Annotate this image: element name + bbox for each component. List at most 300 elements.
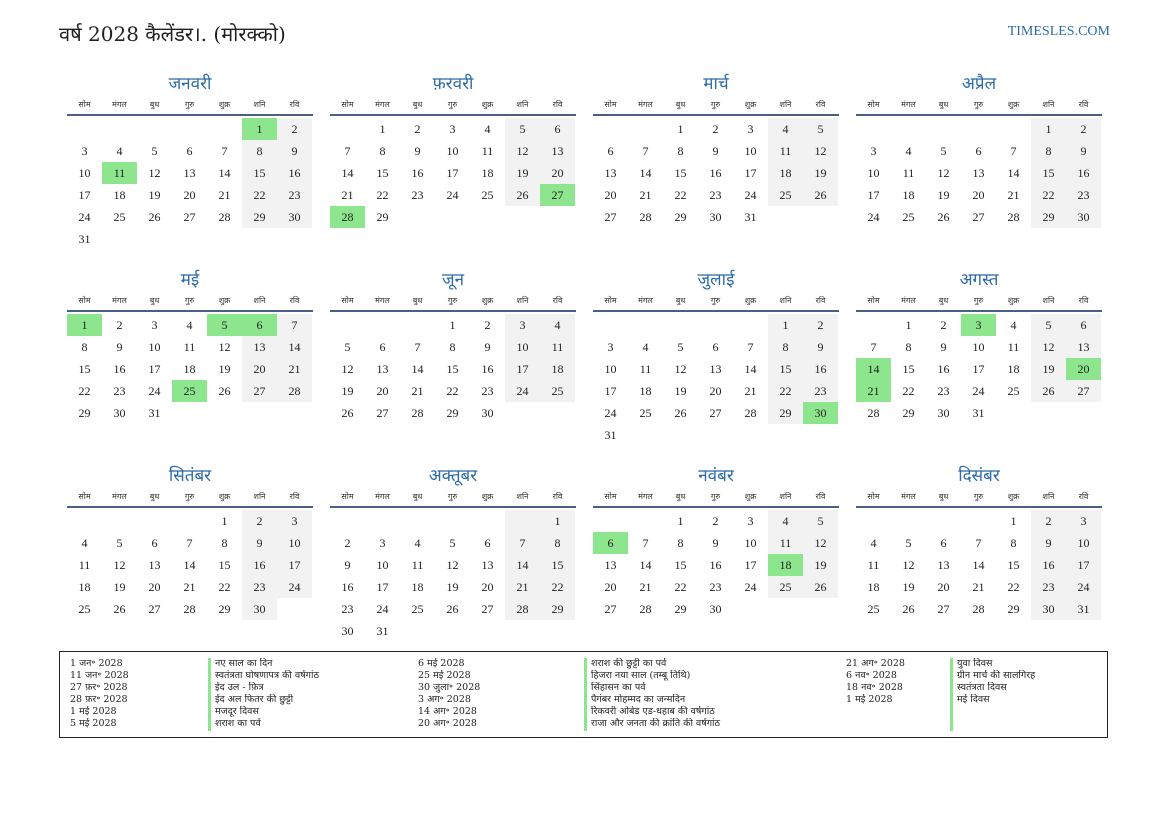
weekday-label: रवि — [289, 100, 300, 109]
empty-day — [856, 118, 891, 140]
day-cell: 27 — [604, 602, 617, 616]
holiday-entry: स्वतंत्रता दिवस — [957, 682, 1007, 693]
weekday-label: रवि — [1078, 296, 1089, 305]
day-cell: 29 — [674, 602, 687, 616]
day-cell: 9 — [344, 558, 351, 572]
day-cell: 2 — [344, 536, 351, 550]
weekday-label: शनि — [253, 296, 266, 305]
day-cell: 30 — [113, 406, 126, 420]
day-cell: 7 — [505, 532, 540, 554]
empty-day — [926, 510, 961, 532]
weekday-label: शुक्र — [744, 100, 757, 109]
calendar-grid — [67, 72, 1103, 644]
month-title: जून — [441, 270, 465, 290]
day-cell: 10 — [446, 144, 459, 158]
day-cell: 3 — [81, 144, 88, 158]
empty-day — [172, 510, 207, 532]
empty-day — [926, 118, 961, 140]
day-grid — [856, 510, 1102, 620]
day-cell: 10 — [744, 536, 757, 550]
day-cell: 2 — [116, 318, 123, 332]
empty-day — [593, 510, 628, 532]
day-cell: 17 — [376, 580, 389, 594]
day-cell: 11 — [481, 144, 494, 158]
day-cell: 25 — [113, 210, 126, 224]
day-cell: 7 — [221, 144, 228, 158]
day-cell: 17 — [867, 188, 880, 202]
empty-day — [628, 118, 663, 140]
day-cell: 22 — [218, 580, 231, 594]
empty-day — [330, 314, 365, 336]
day-cell: 1 — [677, 122, 684, 136]
month-title: मई — [180, 270, 200, 290]
day-cell: 24 — [277, 576, 312, 598]
day-cell: 5 — [677, 340, 684, 354]
day-cell: 21 — [639, 188, 652, 202]
day-cell: 4 — [768, 510, 803, 532]
empty-day — [207, 118, 242, 140]
empty-day — [137, 118, 172, 140]
holiday-entry: 6 नव॰ 2028 — [846, 670, 897, 681]
weekday-label: मंगल — [638, 100, 653, 109]
day-cell: 24 — [446, 188, 459, 202]
weekday-label: शुक्र — [1007, 100, 1020, 109]
day-cell: 8 — [540, 532, 575, 554]
day-cell: 2 — [414, 122, 421, 136]
day-cell: 5 — [803, 118, 838, 140]
day-cell: 23 — [1031, 576, 1066, 598]
empty-day — [891, 510, 926, 532]
day-cell: 17 — [744, 558, 757, 572]
day-cell: 14 — [856, 358, 891, 380]
day-cell: 3 — [607, 340, 614, 354]
day-cell: 3 — [151, 318, 158, 332]
weekday-label: सोम — [867, 296, 880, 305]
weekday-label: गुरु — [973, 492, 984, 501]
empty-day — [628, 510, 663, 532]
holiday-entry: 6 मई 2028 — [418, 658, 465, 669]
day-cell: 19 — [937, 188, 950, 202]
day-cell: 18 — [78, 580, 91, 594]
day-cell: 26 — [505, 184, 540, 206]
weekday-label: बुध — [675, 100, 686, 109]
day-cell: 1 — [540, 510, 575, 532]
day-cell: 16 — [1031, 554, 1066, 576]
holiday-entry: मजदूर दिवस — [215, 706, 259, 717]
empty-day — [961, 510, 996, 532]
day-cell: 6 — [151, 536, 158, 550]
day-cell: 22 — [376, 188, 389, 202]
empty-day — [330, 118, 365, 140]
day-cell: 13 — [481, 558, 494, 572]
day-cell: 13 — [709, 362, 722, 376]
day-grid — [856, 314, 1102, 424]
day-cell: 26 — [902, 602, 915, 616]
weekday-label: मंगल — [112, 296, 127, 305]
day-cell: 26 — [446, 602, 459, 616]
day-cell: 16 — [803, 358, 838, 380]
day-cell: 2 — [277, 118, 312, 140]
day-cell: 17 — [446, 166, 459, 180]
weekday-label: शुक्र — [481, 100, 494, 109]
day-cell: 17 — [604, 384, 617, 398]
month-9 — [67, 464, 313, 644]
day-cell: 9 — [1066, 140, 1101, 162]
weekday-header — [67, 96, 313, 116]
month-10 — [330, 464, 576, 644]
holiday-entry: ईद अल फितर की छुट्टी — [215, 694, 294, 705]
day-cell: 20 — [604, 188, 617, 202]
day-cell: 21 — [411, 384, 424, 398]
day-cell: 5 — [505, 118, 540, 140]
day-cell: 5 — [449, 536, 456, 550]
day-cell: 17 — [744, 166, 757, 180]
weekday-label: शनि — [1042, 296, 1055, 305]
weekday-label: शुक्र — [481, 296, 494, 305]
day-cell: 14 — [744, 362, 757, 376]
weekday-label: गुरु — [184, 492, 195, 501]
day-grid — [593, 118, 839, 228]
month-12 — [856, 464, 1102, 644]
empty-day — [102, 510, 137, 532]
holiday-entry: 25 मई 2028 — [418, 670, 471, 681]
day-cell: 29 — [1007, 602, 1020, 616]
weekday-label: रवि — [1078, 100, 1089, 109]
day-cell: 30 — [242, 598, 277, 620]
weekday-label: शनि — [779, 296, 792, 305]
day-cell: 25 — [481, 188, 494, 202]
day-cell: 29 — [78, 406, 91, 420]
day-cell: 8 — [221, 536, 228, 550]
day-cell: 4 — [870, 536, 877, 550]
day-cell: 2 — [712, 514, 719, 528]
day-cell: 2 — [803, 314, 838, 336]
day-grid — [330, 118, 576, 228]
day-cell: 13 — [540, 140, 575, 162]
empty-day — [856, 510, 891, 532]
day-cell: 25 — [1007, 384, 1020, 398]
day-cell: 13 — [604, 166, 617, 180]
day-cell: 23 — [411, 188, 424, 202]
day-cell: 18 — [768, 162, 803, 184]
day-cell: 4 — [642, 340, 649, 354]
weekday-label: रवि — [815, 100, 826, 109]
weekday-label: शनि — [253, 100, 266, 109]
holiday-entry: 20 अग॰ 2028 — [418, 718, 477, 729]
day-cell: 25 — [768, 576, 803, 598]
weekday-label: बुध — [938, 492, 949, 501]
weekday-label: शनि — [779, 100, 792, 109]
day-cell: 13 — [972, 166, 985, 180]
empty-day — [365, 314, 400, 336]
day-cell: 25 — [78, 602, 91, 616]
day-cell: 16 — [937, 362, 950, 376]
day-cell: 29 — [540, 598, 575, 620]
day-cell: 9 — [712, 144, 719, 158]
day-cell: 18 — [183, 362, 196, 376]
day-cell: 18 — [1007, 362, 1020, 376]
day-cell: 14 — [411, 362, 424, 376]
day-cell: 3 — [747, 122, 754, 136]
day-cell: 15 — [768, 358, 803, 380]
month-title: जनवरी — [168, 74, 212, 94]
day-cell: 15 — [674, 558, 687, 572]
day-cell: 7 — [642, 536, 649, 550]
day-cell: 11 — [540, 336, 575, 358]
empty-day — [663, 314, 698, 336]
weekday-label: रवि — [1078, 492, 1089, 501]
day-cell: 8 — [379, 144, 386, 158]
day-cell: 12 — [937, 166, 950, 180]
holiday-entry: 1 मई 2028 — [70, 706, 117, 717]
day-cell: 9 — [242, 532, 277, 554]
day-cell: 6 — [940, 536, 947, 550]
weekday-label: शुक्र — [744, 492, 757, 501]
holiday-entry: 30 जुला॰ 2028 — [418, 682, 481, 693]
holiday-entry: नए साल का दिन — [215, 658, 273, 669]
holiday-entry: 14 अग॰ 2028 — [418, 706, 477, 717]
day-cell: 5 — [940, 144, 947, 158]
day-cell: 14 — [218, 166, 231, 180]
day-cell: 26 — [218, 384, 231, 398]
day-cell: 10 — [1066, 532, 1101, 554]
day-cell: 27 — [376, 406, 389, 420]
month-1 — [67, 72, 313, 268]
site-link[interactable]: TIMESLES.COM — [1007, 24, 1110, 39]
day-cell: 1 — [221, 514, 228, 528]
day-cell: 15 — [78, 362, 91, 376]
day-cell: 24 — [604, 406, 617, 420]
day-cell: 15 — [902, 362, 915, 376]
day-cell: 11 — [768, 532, 803, 554]
day-cell: 21 — [856, 380, 891, 402]
holiday-entry: 5 मई 2028 — [70, 718, 117, 729]
weekday-label: सोम — [341, 492, 354, 501]
weekday-label: बुध — [149, 296, 160, 305]
holiday-entry: 21 अग॰ 2028 — [846, 658, 905, 669]
day-cell: 7 — [344, 144, 351, 158]
month-title: मार्च — [703, 74, 729, 94]
day-cell: 28 — [277, 380, 312, 402]
day-cell: 7 — [975, 536, 982, 550]
day-cell: 3 — [870, 144, 877, 158]
day-cell: 20 — [1066, 358, 1101, 380]
day-cell: 24 — [376, 602, 389, 616]
day-grid — [67, 118, 313, 250]
day-cell: 7 — [186, 536, 193, 550]
day-cell: 1 — [905, 318, 912, 332]
day-cell: 13 — [604, 558, 617, 572]
day-cell: 24 — [78, 210, 91, 224]
weekday-header — [856, 96, 1102, 116]
empty-day — [891, 118, 926, 140]
day-cell: 17 — [1066, 554, 1101, 576]
day-cell: 12 — [902, 558, 915, 572]
day-cell: 14 — [639, 558, 652, 572]
weekday-label: मंगल — [112, 100, 127, 109]
weekday-header — [593, 292, 839, 312]
weekday-label: मंगल — [638, 492, 653, 501]
day-cell: 2 — [712, 122, 719, 136]
day-cell: 9 — [484, 340, 491, 354]
day-cell: 28 — [744, 406, 757, 420]
day-cell: 23 — [481, 384, 494, 398]
day-cell: 20 — [376, 384, 389, 398]
day-cell: 25 — [639, 406, 652, 420]
weekday-label: सोम — [604, 296, 617, 305]
day-grid — [856, 118, 1102, 228]
day-cell: 19 — [803, 554, 838, 576]
day-cell: 5 — [905, 536, 912, 550]
day-cell: 5 — [803, 510, 838, 532]
day-cell: 23 — [341, 602, 354, 616]
day-cell: 1 — [1031, 118, 1066, 140]
day-cell: 16 — [1066, 162, 1101, 184]
empty-day — [67, 510, 102, 532]
day-cell: 21 — [277, 358, 312, 380]
day-cell: 29 — [674, 210, 687, 224]
day-cell: 8 — [677, 536, 684, 550]
day-cell: 6 — [712, 340, 719, 354]
month-5 — [67, 268, 313, 464]
month-8 — [856, 268, 1102, 464]
weekday-label: बुध — [675, 492, 686, 501]
day-grid — [330, 510, 576, 642]
day-cell: 17 — [505, 358, 540, 380]
month-title: अगस्त — [959, 270, 999, 290]
day-cell: 6 — [484, 536, 491, 550]
weekday-label: सोम — [78, 296, 91, 305]
day-cell: 14 — [505, 554, 540, 576]
weekday-label: शुक्र — [744, 296, 757, 305]
day-cell: 29 — [902, 406, 915, 420]
day-cell: 30 — [709, 210, 722, 224]
empty-day — [628, 314, 663, 336]
day-cell: 21 — [505, 576, 540, 598]
day-cell: 15 — [218, 558, 231, 572]
weekday-label: बुध — [675, 296, 686, 305]
holiday-dates-col-1 — [70, 658, 208, 731]
day-cell: 4 — [905, 144, 912, 158]
day-cell: 18 — [902, 188, 915, 202]
holiday-entry: 28 फ़र॰ 2028 — [70, 694, 128, 705]
day-cell: 4 — [81, 536, 88, 550]
weekday-label: सोम — [867, 100, 880, 109]
day-cell: 20 — [709, 384, 722, 398]
day-cell: 28 — [218, 210, 231, 224]
day-cell: 19 — [674, 384, 687, 398]
day-cell: 21 — [639, 580, 652, 594]
day-cell: 22 — [1031, 184, 1066, 206]
day-cell: 18 — [768, 554, 803, 576]
day-cell: 19 — [341, 384, 354, 398]
weekday-label: मंगल — [638, 296, 653, 305]
day-cell: 10 — [744, 144, 757, 158]
day-cell: 3 — [961, 314, 996, 336]
page-title: वर्ष 2028 कैलेंडर।. (मोरक्को) — [59, 22, 286, 46]
weekday-label: रवि — [552, 100, 563, 109]
day-cell: 16 — [242, 554, 277, 576]
day-cell: 30 — [341, 624, 354, 638]
day-cell: 27 — [481, 602, 494, 616]
weekday-label: गुरु — [973, 296, 984, 305]
month-4 — [856, 72, 1102, 268]
day-cell: 6 — [593, 532, 628, 554]
day-cell: 29 — [1031, 206, 1066, 228]
day-cell: 18 — [411, 580, 424, 594]
weekday-label: बुध — [412, 296, 423, 305]
day-cell: 11 — [183, 340, 196, 354]
day-cell: 10 — [505, 336, 540, 358]
day-cell: 23 — [803, 380, 838, 402]
day-cell: 7 — [642, 144, 649, 158]
weekday-label: शनि — [1042, 100, 1055, 109]
day-cell: 25 — [172, 380, 207, 402]
day-cell: 22 — [540, 576, 575, 598]
day-cell: 18 — [639, 384, 652, 398]
empty-day — [698, 314, 733, 336]
weekday-label: गुरु — [710, 100, 721, 109]
day-cell: 12 — [113, 558, 126, 572]
empty-day — [400, 314, 435, 336]
holiday-entry: 1 जन॰ 2028 — [70, 658, 123, 669]
holiday-entry: 18 नव॰ 2028 — [846, 682, 903, 693]
weekday-label: शनि — [516, 296, 529, 305]
weekday-label: गुरु — [447, 100, 458, 109]
month-6 — [330, 268, 576, 464]
day-cell: 18 — [540, 358, 575, 380]
day-cell: 18 — [867, 580, 880, 594]
day-cell: 28 — [330, 206, 365, 228]
day-cell: 2 — [1031, 510, 1066, 532]
day-cell: 12 — [341, 362, 354, 376]
day-grid — [67, 314, 313, 424]
day-cell: 21 — [341, 188, 354, 202]
day-cell: 6 — [607, 144, 614, 158]
day-cell: 7 — [747, 340, 754, 354]
day-cell: 16 — [341, 580, 354, 594]
day-cell: 22 — [1007, 580, 1020, 594]
day-cell: 7 — [870, 340, 877, 354]
empty-day — [470, 510, 505, 532]
weekday-label: मंगल — [375, 100, 390, 109]
day-cell: 20 — [972, 188, 985, 202]
holiday-entry: ईद उल - फ़ित्र — [215, 682, 264, 693]
weekday-label: गुरु — [973, 100, 984, 109]
day-cell: 26 — [674, 406, 687, 420]
day-cell: 12 — [803, 532, 838, 554]
weekday-label: सोम — [78, 100, 91, 109]
empty-day — [365, 510, 400, 532]
day-cell: 14 — [1007, 166, 1020, 180]
weekday-label: रवि — [815, 296, 826, 305]
day-cell: 20 — [937, 580, 950, 594]
day-cell: 15 — [446, 362, 459, 376]
day-cell: 24 — [972, 384, 985, 398]
day-cell: 13 — [937, 558, 950, 572]
day-cell: 8 — [1031, 140, 1066, 162]
day-cell: 1 — [449, 318, 456, 332]
day-cell: 25 — [867, 602, 880, 616]
day-cell: 2 — [242, 510, 277, 532]
day-cell: 10 — [972, 340, 985, 354]
day-cell: 15 — [540, 554, 575, 576]
day-cell: 29 — [768, 402, 803, 424]
weekday-label: सोम — [341, 296, 354, 305]
weekday-label: रवि — [552, 492, 563, 501]
day-cell: 16 — [411, 166, 424, 180]
day-cell: 15 — [674, 166, 687, 180]
